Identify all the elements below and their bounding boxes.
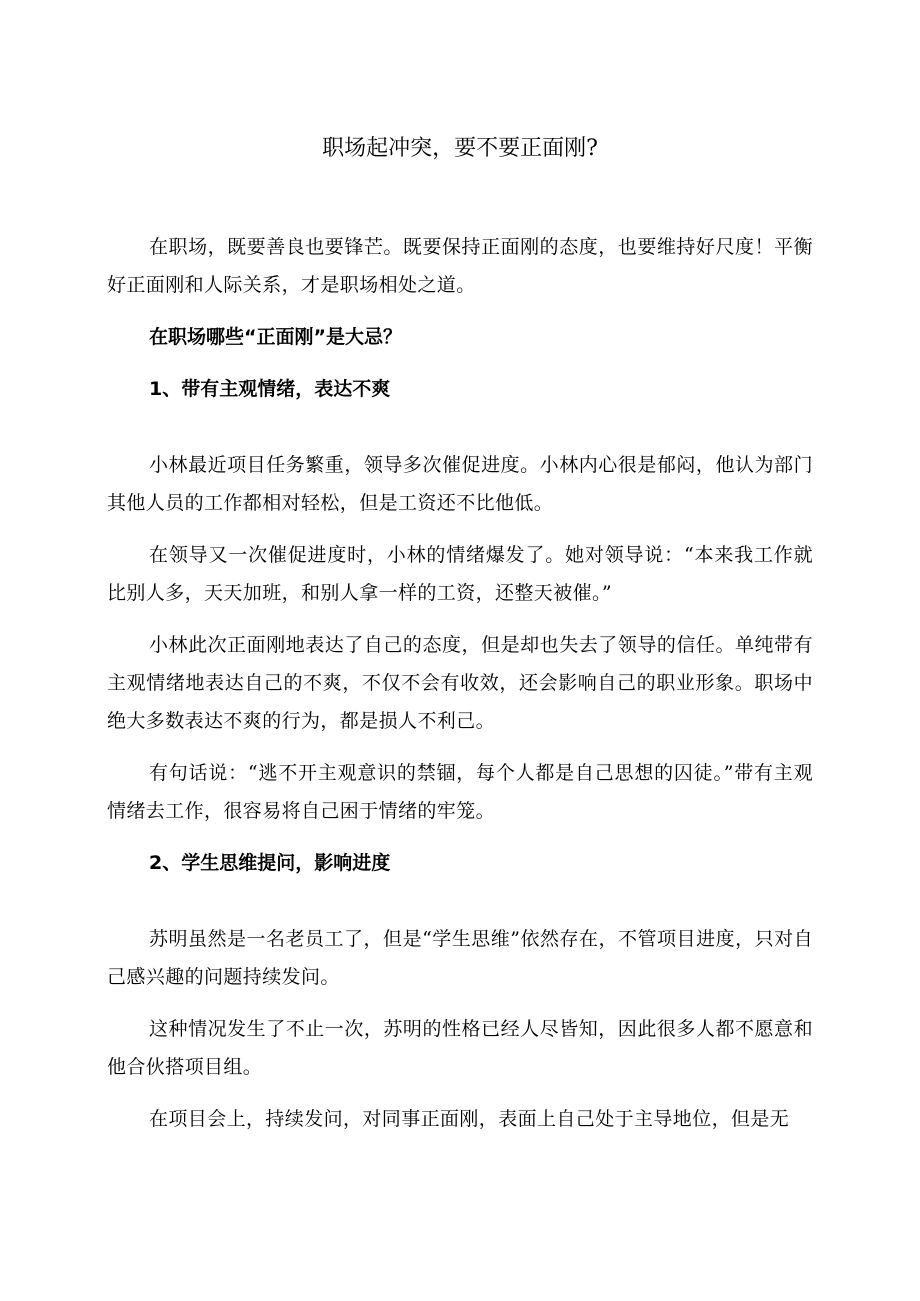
- paragraph-xiaolin-3: 小林此次正面刚地表达了自己的态度，但是却也失去了领导的信任。单纯带有主观情绪地表达自己的不爽，不仅不会有收效，还会影响自己的职业形象。职场中绝大多数表达不爽的行为，都是损人不利己。: [107, 634, 813, 732]
- subheading-student-thinking: 2、学生思维提问，影响进度: [149, 852, 391, 874]
- paragraph-suming-3: 在项目会上，持续发问，对同事正面刚，表面上自己处于主导地位，但是无: [149, 1108, 790, 1130]
- document-body: [107, 228, 813, 1138]
- section-heading-taboos: 在职场哪些“正面刚”是大忌？: [149, 326, 402, 348]
- subheading-emotion: 1、带有主观情绪，表达不爽: [149, 378, 391, 400]
- paragraph-xiaolin-1: 小林最近项目任务繁重，领导多次催促进度。小林内心很是郁闷，他认为部门其他人员的工作都相对轻松，但是工资还不比他低。: [107, 454, 813, 514]
- intro-paragraph: 在职场，既要善良也要锋芒。既要保持正面刚的态度，也要维持好尺度！平衡好正面刚和人际关系，才是职场相处之道。: [107, 236, 813, 296]
- paragraph-suming-1: 苏明虽然是一名老员工了，但是“学生思维”依然存在，不管项目进度，只对自己感兴趣的问题持续发问。: [107, 928, 813, 988]
- paragraph-suming-2: 这种情况发生了不止一次，苏明的性格已经人尽皆知，因此很多人都不愿意和他合伙搭项目组。: [107, 1018, 813, 1078]
- paragraph-quote: 有句话说：“逃不开主观意识的禁锢，每个人都是自己思想的囚徒。”带有主观情绪去工作，很容易将自己困于情绪的牢笼。: [107, 762, 813, 822]
- page-title: 职场起冲突，要不要正面刚?: [322, 136, 598, 161]
- paragraph-xiaolin-2: 在领导又一次催促进度时，小林的情绪爆发了。她对领导说：“本来我工作就比别人多，天天加班，和别人拿一样的工资，还整天被催。”: [107, 544, 813, 604]
